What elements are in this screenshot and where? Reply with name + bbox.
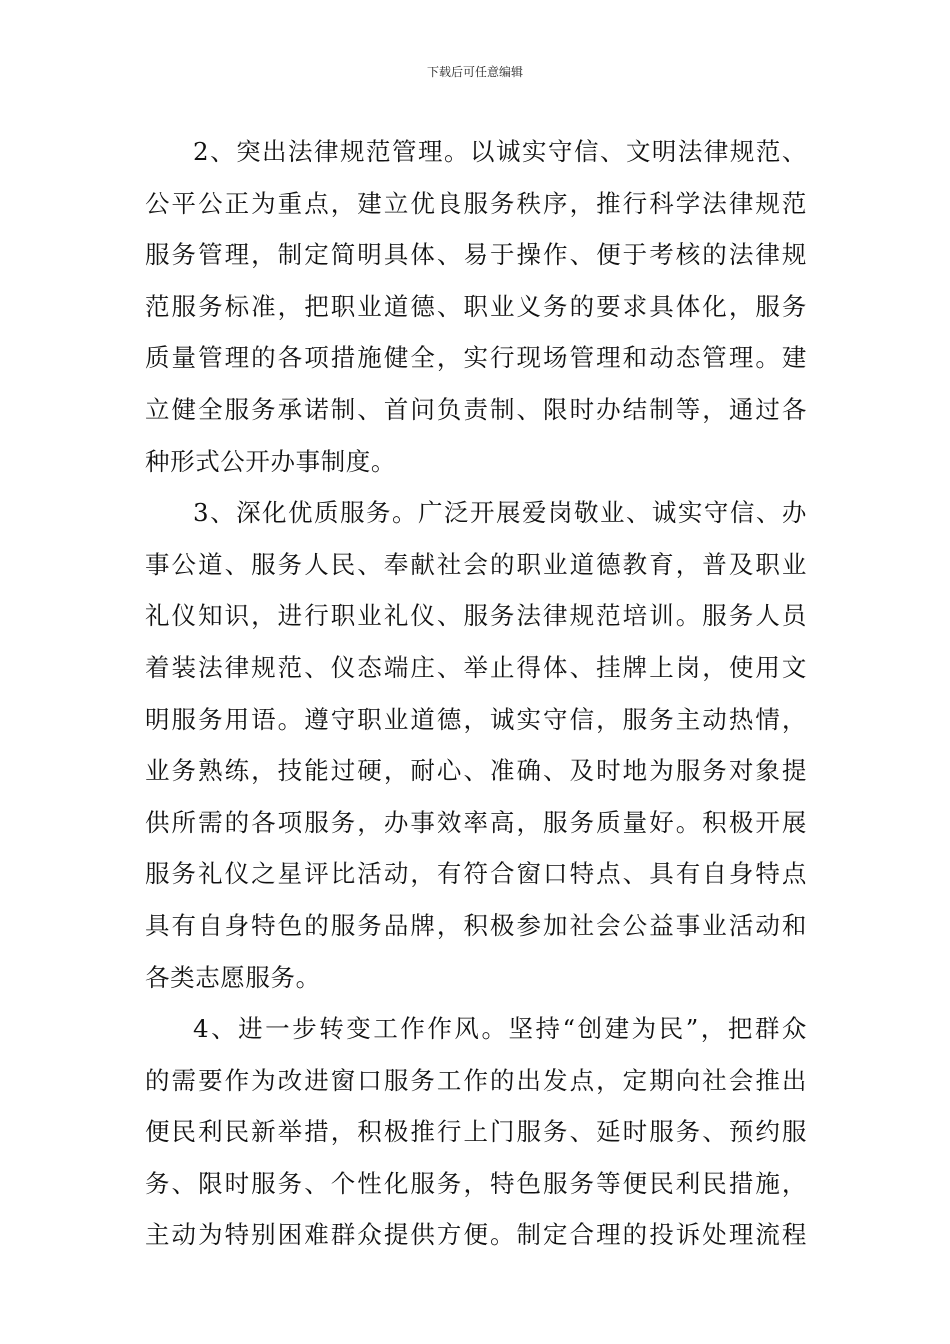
text-line: 服务管理，制定简明具体、易于操作、便于考核的法律规 [145, 240, 807, 270]
page-header: 下载后可任意编辑 [426, 65, 523, 79]
text-line: 质量管理的各项措施健全，实行现场管理和动态管理。建 [145, 343, 807, 373]
document-body [145, 126, 807, 1261]
text-line: 业务熟练，技能过硬，耐心、准确、及时地为服务对象提 [145, 756, 807, 786]
text-line: 立健全服务承诺制、首问负责制、限时办结制等，通过各 [145, 394, 807, 424]
text-line: 范服务标准，把职业道德、职业义务的要求具体化，服务 [145, 291, 807, 321]
text-line: 服务礼仪之星评比活动，有符合窗口特点、具有自身特点 [145, 859, 807, 889]
paragraph-3 [145, 487, 807, 1003]
text-line: 主动为特别困难群众提供方便。制定合理的投诉处理流程 [145, 1220, 807, 1250]
text-line: 各类志愿服务。 [145, 962, 321, 992]
text-line: 种形式公开办事制度。 [145, 446, 396, 476]
text-line: 礼仪知识，进行职业礼仪、服务法律规范培训。服务人员 [145, 601, 807, 631]
text-line: 明服务用语。遵守职业道德，诚实守信，服务主动热情， [145, 704, 807, 734]
text-line: 务、限时服务、个性化服务，特色服务等便民利民措施， [145, 1168, 807, 1198]
text-line: 2、突出法律规范管理。以诚实守信、文明法律规范、 [193, 137, 807, 166]
text-line: 3、深化优质服务。广泛开展爱岗敬业、诚实守信、办 [193, 498, 807, 528]
text-line: 着装法律规范、仪态端庄、举止得体、挂牌上岗，使用文 [145, 652, 807, 682]
paragraph-4 [145, 1003, 807, 1261]
text-line: 4、进一步转变工作作风。坚持“创建为民”，把群众 [193, 1014, 807, 1044]
text-line: 公平公正为重点，建立优良服务秩序，推行科学法律规范 [145, 188, 807, 218]
text-line: 供所需的各项服务，办事效率高，服务质量好。积极开展 [145, 807, 807, 837]
text-line: 的需要作为改进窗口服务工作的出发点，定期向社会推出 [145, 1065, 807, 1095]
text-line: 具有自身特色的服务品牌，积极参加社会公益事业活动和 [145, 910, 807, 940]
text-line: 便民利民新举措，积极推行上门服务、延时服务、预约服 [145, 1117, 807, 1147]
text-line: 事公道、服务人民、奉献社会的职业道德教育，普及职业 [145, 549, 807, 579]
paragraph-2 [145, 126, 807, 487]
